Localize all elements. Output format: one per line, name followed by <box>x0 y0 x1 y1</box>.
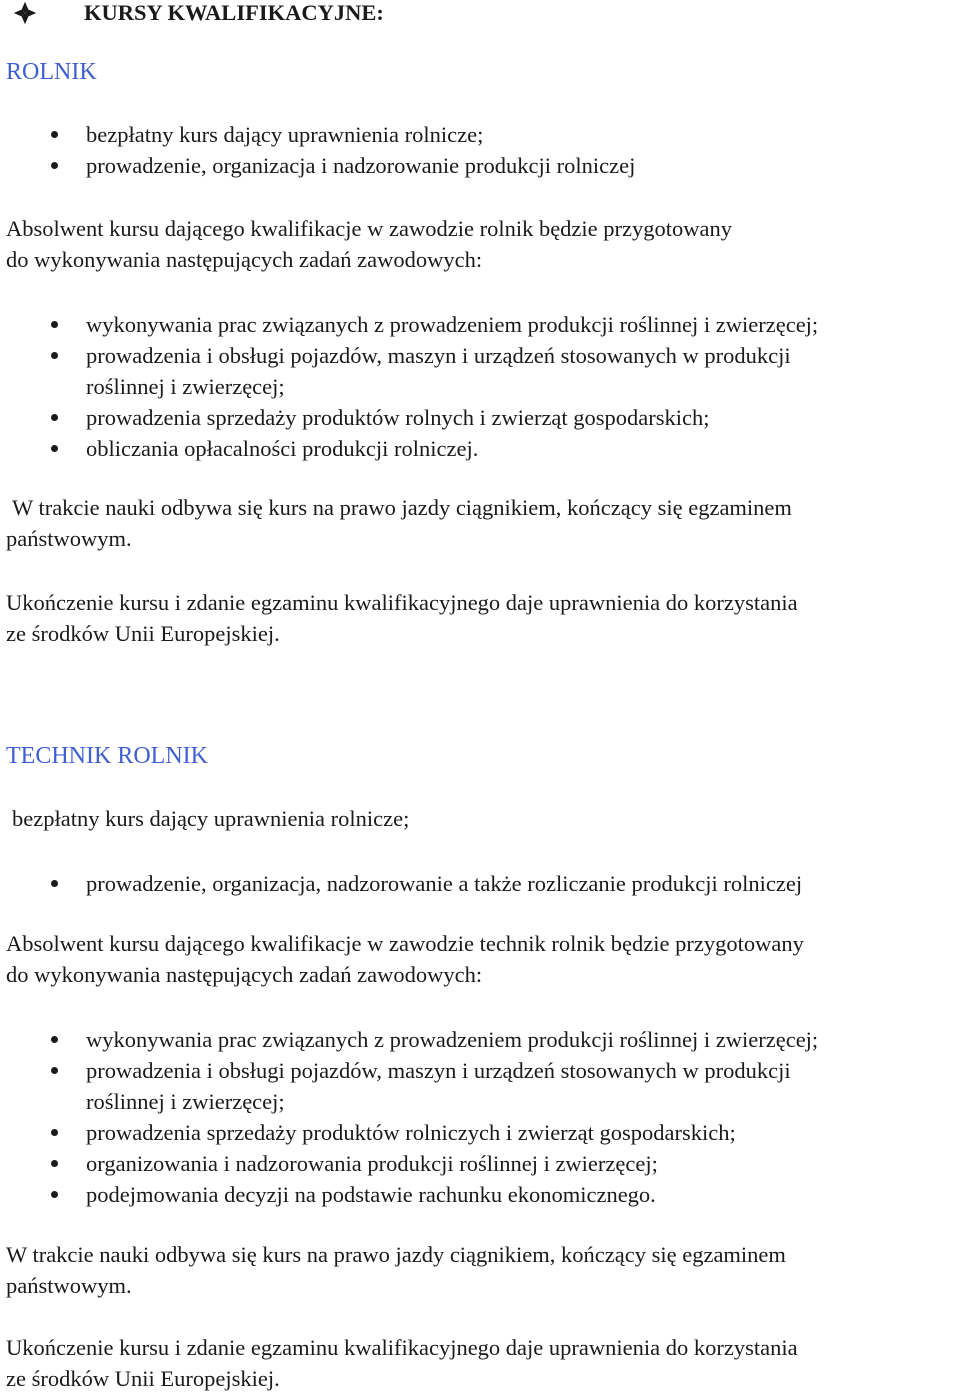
driving-course-text: państwowym. <box>6 526 132 551</box>
eu-funds-text: Ukończenie kursu i zdanie egzaminu kwalifikacyjnego daje uprawnienia do korzystania <box>6 590 798 615</box>
diamond-bullet-icon <box>14 2 36 24</box>
eu-funds-text: Ukończenie kursu i zdanie egzaminu kwalifikacyjnego daje uprawnienia do korzystania <box>6 1335 798 1360</box>
bullet-dot <box>51 1067 58 1074</box>
graduate-text-line: do wykonywania następujących zadań zawodowych: <box>6 247 483 272</box>
task-item: prowadzenia i obsługi pojazdów, maszyn i urządzeń stosowanych w produkcji <box>86 1058 791 1083</box>
task-item: prowadzenia sprzedaży produktów rolnych i zwierząt gospodarskich; <box>86 405 710 430</box>
bullet-dot <box>51 162 58 169</box>
section-title-rolnik: ROLNIK <box>6 59 97 85</box>
task-item-continuation: roślinnej i zwierzęcej; <box>86 1089 285 1114</box>
task-item: podejmowania decyzji na podstawie rachunku ekonomicznego. <box>86 1182 656 1207</box>
driving-course-text: W trakcie nauki odbywa się kurs na prawo jazdy ciągnikiem, kończący się egzaminem <box>12 495 792 520</box>
main-heading <box>14 0 384 28</box>
section-title-technik-rolnik: TECHNIK ROLNIK <box>6 743 208 769</box>
bullet-dot <box>51 1160 58 1167</box>
graduate-text-line: Absolwent kursu dającego kwalifikacje w zawodzie technik rolnik będzie przygotowany <box>6 931 804 956</box>
task-item: prowadzenia sprzedaży produktów rolniczych i zwierząt gospodarskich; <box>86 1120 736 1145</box>
bullet-dot <box>51 445 58 452</box>
bullet-dot <box>51 352 58 359</box>
task-item-continuation: roślinnej i zwierzęcej; <box>86 374 285 399</box>
eu-funds-text: ze środków Unii Europejskiej. <box>6 621 280 646</box>
driving-course-text: państwowym. <box>6 1273 132 1298</box>
task-item: obliczania opłacalności produkcji rolniczej. <box>86 436 479 461</box>
graduate-text-line: Absolwent kursu dającego kwalifikacje w zawodzie rolnik będzie przygotowany <box>6 216 732 241</box>
eu-funds-text: ze środków Unii Europejskiej. <box>6 1366 280 1391</box>
task-item: organizowania i nadzorowania produkcji roślinnej i zwierzęcej; <box>86 1151 658 1176</box>
bullet-dot <box>51 414 58 421</box>
bullet-dot <box>51 321 58 328</box>
list-item: bezpłatny kurs dający uprawnienia rolnicze; <box>86 122 484 147</box>
bullet-dot <box>51 131 58 138</box>
bullet-dot <box>51 880 58 887</box>
bullet-dot <box>51 1036 58 1043</box>
intro-text: bezpłatny kurs dający uprawnienia rolnicze; <box>12 806 410 831</box>
graduate-text-line: do wykonywania następujących zadań zawodowych: <box>6 962 483 987</box>
driving-course-text: W trakcie nauki odbywa się kurs na prawo jazdy ciągnikiem, kończący się egzaminem <box>6 1242 786 1267</box>
bullet-dot <box>51 1191 58 1198</box>
list-item: prowadzenie, organizacja, nadzorowanie a także rozliczanie produkcji rolniczej <box>86 871 803 896</box>
list-item: prowadzenie, organizacja i nadzorowanie produkcji rolniczej <box>86 153 636 178</box>
bullet-dot <box>51 1129 58 1136</box>
main-heading-text: KURSY KWALIFIKACYJNE: <box>84 0 384 25</box>
task-item: wykonywania prac związanych z prowadzeniem produkcji roślinnej i zwierzęcej; <box>86 312 819 337</box>
task-item: prowadzenia i obsługi pojazdów, maszyn i urządzeń stosowanych w produkcji <box>86 343 791 368</box>
task-item: wykonywania prac związanych z prowadzeniem produkcji roślinnej i zwierzęcej; <box>86 1027 819 1052</box>
